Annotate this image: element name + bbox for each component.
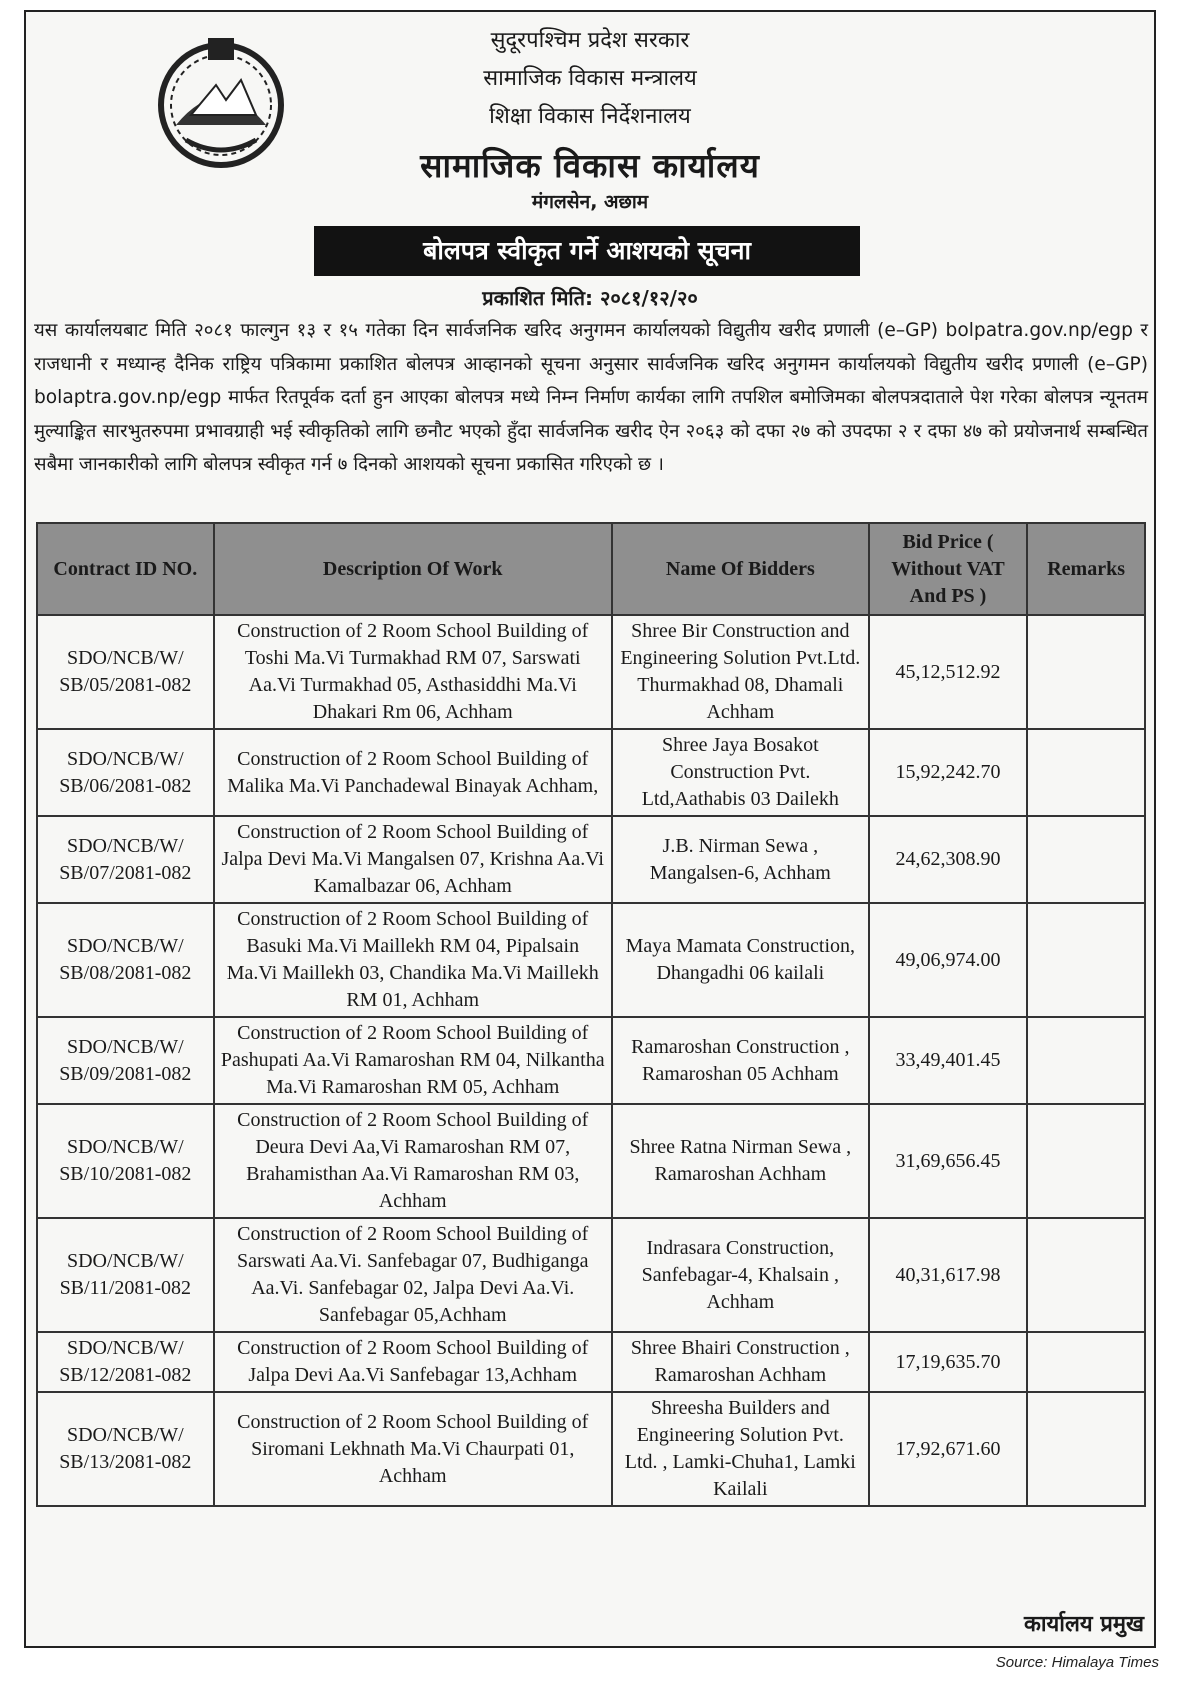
work-description: Construction of 2 Room School Building of Deura Devi Aa,Vi Ramaroshan RM 07, Brahamisthan Aa.Vi Ramaroshan RM 03, Achham [214,1104,612,1218]
bidder-name: Shree Bir Construction and Engineering Solution Pvt.Ltd. Thurmakhad 08, Dhamali Achham [612,615,869,729]
table-row [37,816,1145,903]
table-row [37,1104,1145,1218]
contract-id: SDO/NCB/W/ SB/11/2081-082 [37,1218,214,1332]
remarks [1027,1104,1145,1218]
bidder-name: Shreesha Builders and Engineering Solution Pvt. Ltd. , Lamki-Chuha1, Lamki Kailali [612,1392,869,1506]
table-row [37,903,1145,1017]
work-description: Construction of 2 Room School Building of Jalpa Devi Aa.Vi Sanfebagar 13,Achham [214,1332,612,1392]
published-date: प्रकाशित मिति: २०८१/१२/२० [482,286,698,310]
header-province: सुदूरपश्चिम प्रदेश सरकार [490,28,690,53]
bid-price: 31,69,656.45 [869,1104,1027,1218]
bid-price: 17,19,635.70 [869,1332,1027,1392]
header-ministry: सामाजिक विकास मन्त्रालय [483,66,697,91]
header-location: मंगलसेन, अछाम [531,191,649,213]
office-chief-signature: कार्यालय प्रमुख [1023,1612,1144,1637]
bid-price: 24,62,308.90 [869,816,1027,903]
bid-price: 33,49,401.45 [869,1017,1027,1104]
bidder-name: Shree Ratna Nirman Sewa , Ramaroshan Achham [612,1104,869,1218]
bidder-name: Maya Mamata Construction, Dhangadhi 06 kailali [612,903,869,1017]
contract-id: SDO/NCB/W/ SB/13/2081-082 [37,1392,214,1506]
source-credit: Source: Himalaya Times [995,1654,1159,1671]
bidder-name: Ramaroshan Construction , Ramaroshan 05 Achham [612,1017,869,1104]
table-row [37,1392,1145,1506]
bidder-name: J.B. Nirman Sewa , Mangalsen-6, Achham [612,816,869,903]
contract-id: SDO/NCB/W/ SB/10/2081-082 [37,1104,214,1218]
notice-title: बोलपत्र स्वीकृत गर्ने आशयको सूचना [314,226,860,276]
remarks [1027,615,1145,729]
header-directorate: शिक्षा विकास निर्देशनालय [489,104,691,129]
contract-id: SDO/NCB/W/ SB/06/2081-082 [37,729,214,816]
work-description: Construction of 2 Room School Building of Sarswati Aa.Vi. Sanfebagar 07, Budhiganga Aa.Vi. Sanfebagar 02, Jalpa Devi Aa.Vi. Sanfebagar 05,Achham [214,1218,612,1332]
col-bidders: Name Of Bidders [612,523,869,615]
bids-table [36,522,1146,1507]
remarks [1027,729,1145,816]
remarks [1027,1392,1145,1506]
bidder-name: Shree Bhairi Construction , Ramaroshan Achham [612,1332,869,1392]
contract-id: SDO/NCB/W/ SB/05/2081-082 [37,615,214,729]
work-description: Construction of 2 Room School Building of Pashupati Aa.Vi Ramaroshan RM 04, Nilkantha Ma.Vi Ramaroshan RM 05, Achham [214,1017,612,1104]
work-description: Construction of 2 Room School Building of Toshi Ma.Vi Turmakhad RM 07, Sarswati Aa.Vi Turmakhad 05, Asthasiddhi Ma.Vi Dhakari Rm 06, Achham [214,615,612,729]
contract-id: SDO/NCB/W/ SB/09/2081-082 [37,1017,214,1104]
contract-id: SDO/NCB/W/ SB/07/2081-082 [37,816,214,903]
contract-id: SDO/NCB/W/ SB/08/2081-082 [37,903,214,1017]
table-row [37,729,1145,816]
table-row [37,1332,1145,1392]
header-office: सामाजिक विकास कार्यालय [420,146,760,185]
bid-price: 17,92,671.60 [869,1392,1027,1506]
table-row [37,1017,1145,1104]
work-description: Construction of 2 Room School Building of Malika Ma.Vi Panchadewal Binayak Achham, [214,729,612,816]
remarks [1027,816,1145,903]
bid-price: 40,31,617.98 [869,1218,1027,1332]
remarks [1027,1017,1145,1104]
col-remarks: Remarks [1027,523,1145,615]
remarks [1027,903,1145,1017]
table-row [37,1218,1145,1332]
notice-body: यस कार्यालयबाट मिति २०८१ फाल्गुन १३ र १५ गतेका दिन सार्वजनिक खरिद अनुगमन कार्यालयको विद्युतीय खरीद प्रणाली (e–GP) bolpatra.gov.np/egp र राजधानी र मध्यान्ह दैनिक राष्ट्रिय पत्रिकामा प्रकाशित बोलपत्र आव्हानको सूचना अनुसार सार्वजनिक खरिद अनुगमन कार्यालयको विद्युतीय खरीद प्रणाली (e–GP) bolaptra.gov.np/egp मार्फत रितपूर्वक दर्ता हुन आएका बोलपत्र मध्ये निम्न निर्माण कार्यका लागि तपशिल बमोजिमका बोलपत्रदाताले पेश गरेका बोलपत्र न्यूनतम मुल्याङ्कित सारभुतरुपमा प्रभावग्राही भई स्वीकृतिको लागि छनौट भएको हुँदा सार्वजनिक खरीद ऐन २०६३ को दफा २७ को उपदफा २ र दफा ४७ को प्रयोजनार्थ सम्बन्धित सबैमा जानकारीको लागि बोलपत्र स्वीकृत गर्न ७ दिनको आशयको सूचना प्रकासित गरिएको छ । [34,320,1148,475]
col-bid-price: Bid Price ( Without VAT And PS ) [869,523,1027,615]
bidder-name: Indrasara Construction, Sanfebagar-4, Khalsain , Achham [612,1218,869,1332]
remarks [1027,1332,1145,1392]
table-row [37,615,1145,729]
col-description: Description Of Work [214,523,612,615]
remarks [1027,1218,1145,1332]
table-header-row [37,523,1145,615]
work-description: Construction of 2 Room School Building of Siromani Lekhnath Ma.Vi Chaurpati 01, Achham [214,1392,612,1506]
contract-id: SDO/NCB/W/ SB/12/2081-082 [37,1332,214,1392]
notice-page [24,10,1156,1648]
bid-price: 15,92,242.70 [869,729,1027,816]
bidder-name: Shree Jaya Bosakot Construction Pvt. Ltd,Aathabis 03 Dailekh [612,729,869,816]
bid-price: 49,06,974.00 [869,903,1027,1017]
bid-price: 45,12,512.92 [869,615,1027,729]
work-description: Construction of 2 Room School Building of Jalpa Devi Ma.Vi Mangalsen 07, Krishna Aa.Vi Kamalbazar 06, Achham [214,816,612,903]
col-contract-id: Contract ID NO. [37,523,214,615]
work-description: Construction of 2 Room School Building of Basuki Ma.Vi Maillekh RM 04, Pipalsain Ma.Vi Maillekh 03, Chandika Ma.Vi Maillekh RM 01, Achham [214,903,612,1017]
